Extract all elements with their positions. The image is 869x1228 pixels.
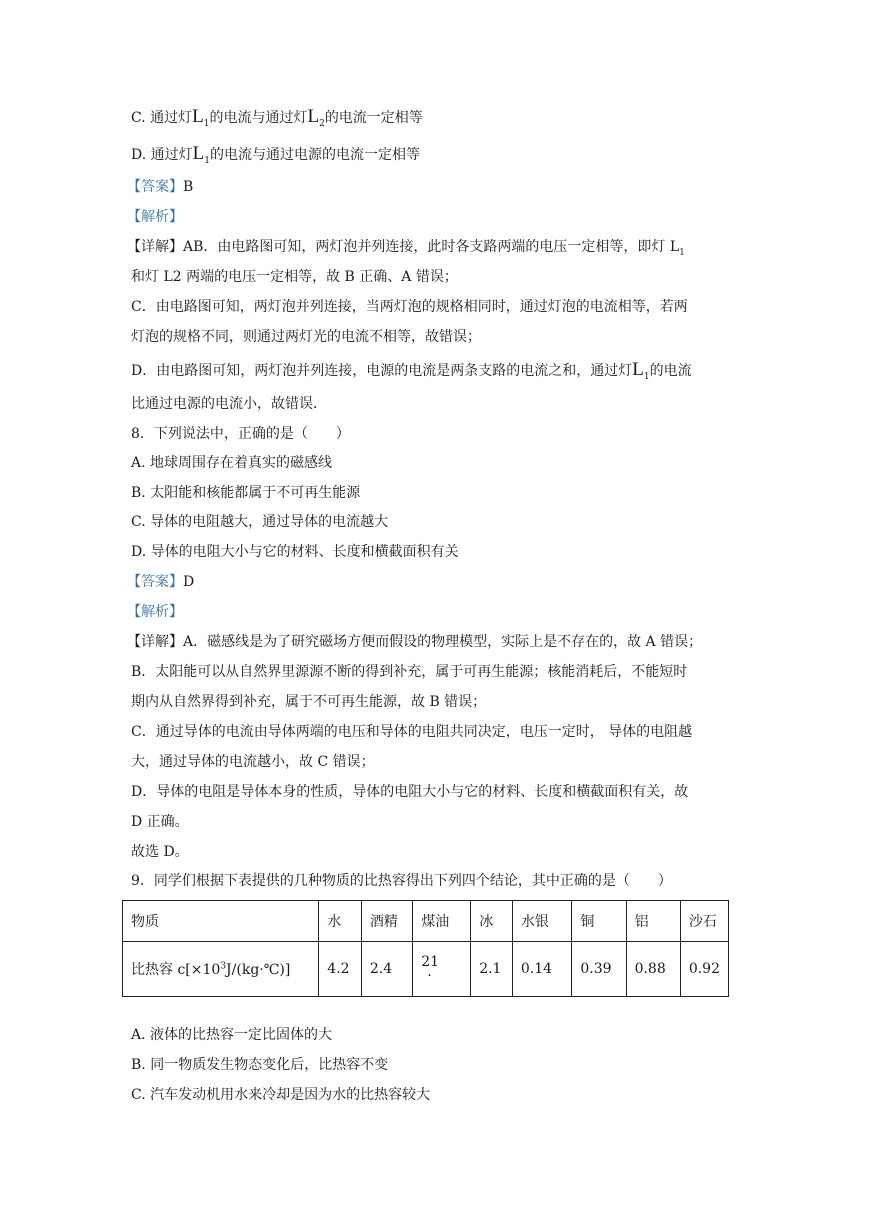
table-cell: 酒精 (361, 901, 412, 942)
q9-option-a: A. 液体的比热容一定比固体的大 (131, 1027, 333, 1043)
q8-option-d: D. 导体的电阻大小与它的材料、长度和横截面积有关 (131, 544, 459, 560)
table-cell: 2.4 (361, 942, 412, 997)
q8-detail-line-6: D．导体的电阻是导体本身的性质，导体的电阻大小与它的材料、长度和横截面积有关，故 (131, 784, 689, 800)
q8-detail-line-5: 大，通过导体的电流越小，故 C 错误； (131, 754, 375, 770)
q9-option-c: C. 汽车发动机用水来冷却是因为水的比热容较大 (131, 1087, 431, 1103)
q7-option-d: D. 通过灯$L_1$的电流与通过电源的电流一定相等 (131, 143, 420, 166)
table-cell: 铜 (572, 901, 626, 942)
q7-answer: 【答案】B (127, 179, 194, 195)
table-cell: 沙石 (680, 901, 728, 942)
q8-detail-line-4: C．通过导体的电流由导体两端的电压和导体的电阻共同决定，电压一定时， 导体的电阻越 (131, 724, 693, 740)
q8-stem: 8．下列说法中，正确的是（ ） (131, 426, 350, 442)
q7-detail-line-4: 灯泡的规格不同，则通过两灯光的电流不相等，故错误； (131, 329, 481, 345)
q8-detail-line-1: 【详解】A．磁感线是为了研究磁场方便而假设的物理模型，实际上是不存在的，故 A 错误； (127, 634, 703, 650)
q8-option-a: A. 地球周围存在着真实的磁感线 (131, 455, 333, 471)
table-cell: 0.92 (680, 942, 728, 997)
q7-detail-line-2: 和灯 L2 两端的电压一定相等，故 B 正确、A 错误； (131, 269, 458, 285)
q7-detail-line-1: 【详解】AB．由电路图可知，两灯泡并列连接，此时各支路两端的电压一定相等，即灯 $L_1$ (127, 239, 685, 258)
table-cell: 铝 (626, 901, 680, 942)
q7-detail-line-5: D．由电路图可知，两灯泡并列连接，电源的电流是两条支路的电流之和，通过灯$L_1$的电流 (131, 359, 692, 382)
table-header-row (123, 901, 729, 942)
table-cell: 2.1 (471, 942, 513, 997)
q7-detail-line-6: 比通过电源的电流小，故错误． (131, 396, 327, 412)
table-row (123, 942, 729, 997)
table-row-label: 比热容 $c[\times 10^3J/(kg\cdot℃)]$ (123, 942, 319, 997)
q7-option-c: C. 通过灯$L_1$的电流与通过灯$L_2$的电流一定相等 (131, 106, 423, 129)
q7-detail-line-3: C．由电路图可知，两灯泡并列连接，当两灯泡的规格相同时，通过灯泡的电流相等，若两 (131, 299, 688, 315)
q8-option-c: C. 导体的电阻越大，通过导体的电流越大 (131, 514, 389, 530)
answer-tag: 【答案】 (127, 179, 183, 195)
q8-detail-line-7: D 正确。 (131, 814, 189, 830)
table-cell-kerosene: 21 · (413, 942, 471, 997)
table-cell: 水银 (512, 901, 572, 942)
table-cell: 物质 (123, 901, 319, 942)
table-cell: 水 (319, 901, 362, 942)
table-cell: 0.14 (512, 942, 572, 997)
table-cell: 0.88 (626, 942, 680, 997)
table-cell: 0.39 (572, 942, 626, 997)
q8-detail-line-3: 期内从自然界得到补充，属于不可再生能源，故 B 错误； (131, 694, 487, 710)
table-cell: 冰 (471, 901, 513, 942)
table-cell: 4.2 (319, 942, 362, 997)
q8-detail-line-8: 故选 D。 (131, 844, 189, 860)
q8-analysis-tag: 【解析】 (127, 604, 183, 620)
q9-option-b: B. 同一物质发生物态变化后，比热容不变 (131, 1057, 389, 1073)
q7-analysis-tag: 【解析】 (127, 209, 183, 225)
q8-answer: 【答案】D (127, 574, 195, 590)
q8-detail-line-2: B．太阳能可以从自然界里源源不断的得到补充，属于可再生能源；核能消耗后，不能短时 (131, 664, 688, 680)
table-cell: 煤油 (413, 901, 471, 942)
q8-option-b: B. 太阳能和核能都属于不可再生能源 (131, 485, 361, 501)
answer-tag: 【答案】 (127, 574, 183, 590)
q9-stem: 9．同学们根据下表提供的几种物质的比热容得出下列四个结论，其中正确的是（ ） (131, 873, 672, 889)
specific-heat-table (122, 900, 729, 997)
